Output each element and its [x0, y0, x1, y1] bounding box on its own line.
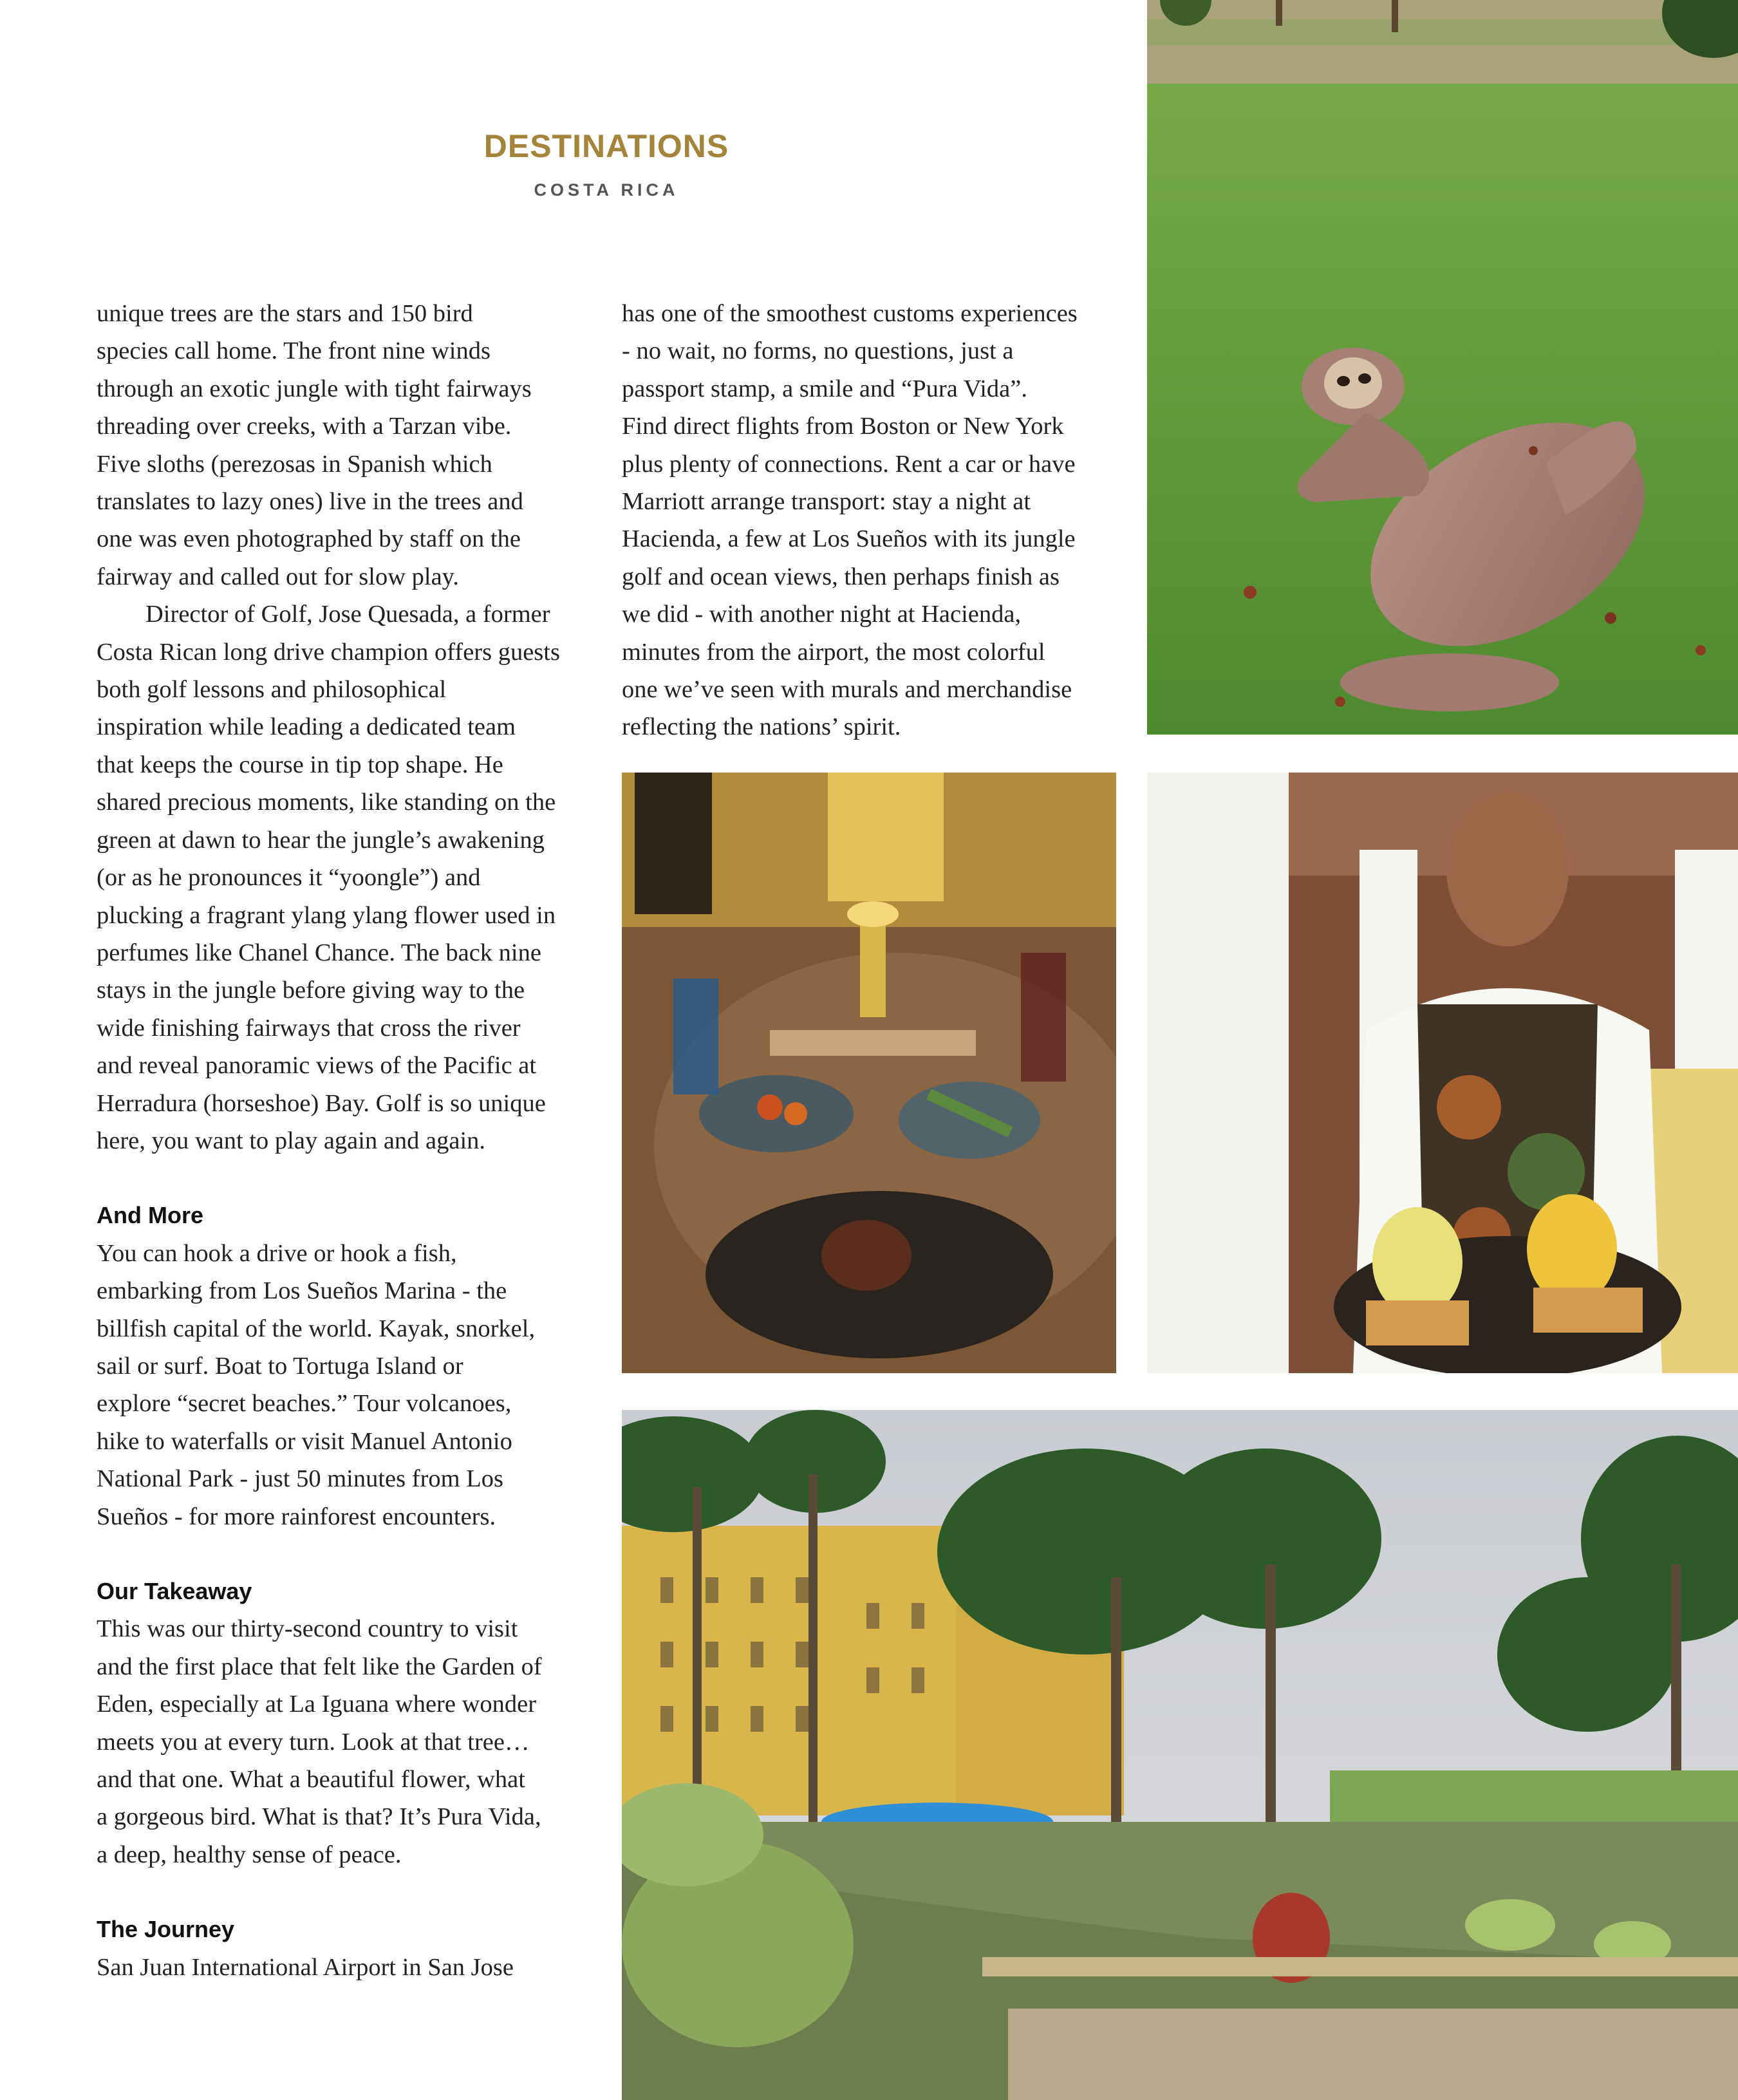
paragraph-director-of-golf [97, 595, 599, 1159]
text-line: Find direct flights from Boston or New York [622, 413, 1064, 440]
text-line: green at dawn to hear the jungle’s awakening [97, 826, 545, 854]
text-line: Sueños - for more rainforest encounters. [97, 1503, 496, 1530]
text-line: Hacienda, a few at Los Sueños with its jungle [622, 525, 1076, 553]
paragraph-the-journey [97, 1949, 599, 1986]
text-line: a gorgeous bird. What is that? It’s Pura Vida, [97, 1803, 541, 1831]
text-line: unique trees are the stars and 150 bird [97, 300, 473, 327]
paragraph-our-takeaway [97, 1610, 599, 1873]
dinner-table-photo [622, 773, 1116, 1373]
heading-and-more: And More [97, 1202, 203, 1229]
text-line: that keeps the course in tip top shape. He [97, 751, 503, 778]
text-line: one was even photographed by staff on the [97, 525, 521, 553]
paragraph-and-more [97, 1235, 599, 1535]
resort-courtyard-photo [622, 1410, 1738, 2100]
text-line: (or as he pronounces it “yoongle”) and [97, 864, 481, 892]
text-line: explore “secret beaches.” Tour volcanoes, [97, 1390, 512, 1418]
text-line: Herradura (horseshoe) Bay. Golf is so unique [97, 1089, 546, 1117]
text-line: minutes from the airport, the most colorful [622, 638, 1045, 666]
text-line: perfumes like Chanel Chance. The back nine [97, 939, 541, 966]
text-line: we did - with another night at Hacienda, [622, 601, 1022, 628]
paragraph-golf-course [97, 295, 599, 595]
text-line: inspiration while leading a dedicated team [97, 713, 516, 741]
text-line: and reveal panoramic views of the Pacific at [97, 1052, 537, 1080]
text-line: This was our thirty-second country to visit [97, 1615, 518, 1643]
text-line: reflecting the nations’ spirit. [622, 713, 901, 741]
text-line: San Juan International Airport in San Jose [97, 1953, 514, 1981]
text-line: You can hook a drive or hook a fish, [97, 1239, 457, 1267]
text-line: shared precious moments, like standing on the [97, 789, 556, 816]
text-line: and that one. What a beautiful flower, what [97, 1766, 525, 1794]
text-line: hike to waterfalls or visit Manuel Antonio [97, 1427, 512, 1455]
text-line: through an exotic jungle with tight fairways [97, 375, 532, 402]
text-line: billfish capital of the world. Kayak, snorkel, [97, 1315, 536, 1342]
text-line: passport stamp, a smile and “Pura Vida”. [622, 375, 1027, 402]
text-line: fairway and called out for slow play. [97, 563, 460, 590]
waiter-with-cocktails-photo [1147, 773, 1738, 1373]
text-line: stays in the jungle before giving way to the [97, 977, 525, 1004]
text-line: plus plenty of connections. Rent a car or have [622, 450, 1076, 478]
sloth-on-fairway-photo [1147, 0, 1738, 735]
text-line: Eden, especially at La Iguana where wonder [97, 1691, 537, 1718]
text-line: Director of Golf, Jose Quesada, a former [145, 601, 550, 628]
text-line: sail or surf. Boat to Tortuga Island or [97, 1352, 463, 1380]
text-line: Marriott arrange transport: stay a night at [622, 488, 1031, 516]
text-line: Costa Rican long drive champion offers guests [97, 638, 560, 666]
text-line: one we’ve seen with murals and merchandise [622, 676, 1072, 704]
text-line: translates to lazy ones) live in the trees and [97, 488, 523, 516]
section-title: DESTINATIONS [483, 128, 729, 164]
text-line: has one of the smoothest customs experiences [622, 300, 1078, 327]
text-line: Five sloths (perezosas in Spanish which [97, 450, 492, 478]
text-line: species call home. The front nine winds [97, 337, 491, 365]
text-line: both golf lessons and philosophical [97, 676, 447, 704]
text-line: a deep, healthy sense of peace. [97, 1841, 402, 1868]
text-line: - no wait, no forms, no questions, just a [622, 337, 1014, 365]
text-line: wide finishing fairways that cross the river [97, 1014, 521, 1042]
text-line: plucking a fragrant ylang ylang flower used in [97, 901, 556, 929]
paragraph-journey-continued [622, 295, 1124, 746]
heading-our-takeaway: Our Takeaway [97, 1578, 252, 1604]
section-subtitle: COSTA RICA [534, 180, 679, 200]
article-column-left [97, 295, 599, 1986]
text-line: meets you at every turn. Look at that tree… [97, 1728, 530, 1756]
text-line: and the first place that felt like the Garden of [97, 1653, 542, 1680]
text-line: here, you want to play again and again. [97, 1127, 486, 1154]
text-line: threading over creeks, with a Tarzan vibe. [97, 413, 512, 440]
article-column-middle [622, 295, 1124, 746]
text-line: golf and ocean views, then perhaps finish as [622, 563, 1060, 590]
text-line: National Park - just 50 minutes from Los [97, 1465, 503, 1493]
text-line: embarking from Los Sueños Marina - the [97, 1277, 507, 1305]
heading-the-journey: The Journey [97, 1916, 235, 1943]
